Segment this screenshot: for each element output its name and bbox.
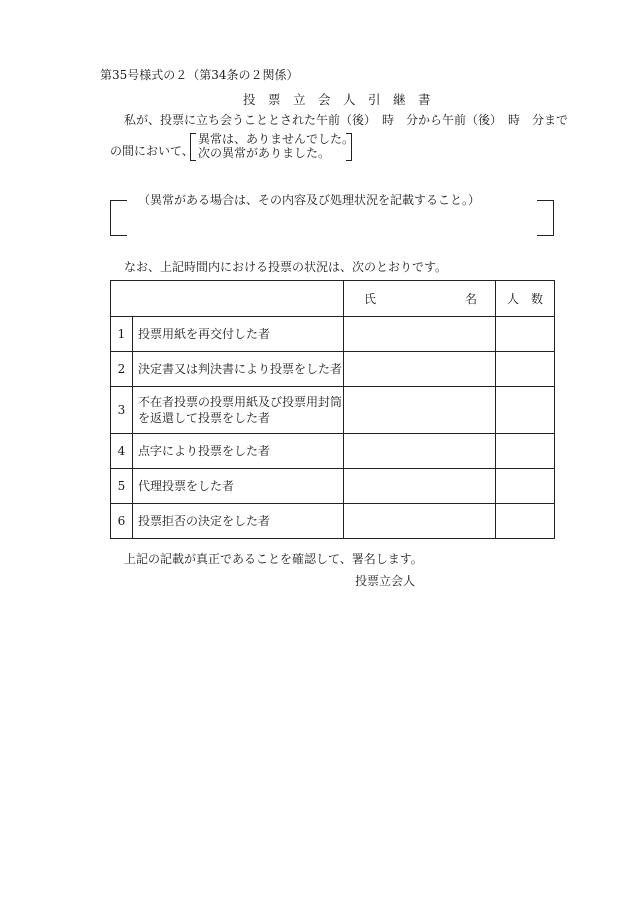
count-cell[interactable]: [496, 352, 555, 387]
intro-prefix: の間において、: [110, 144, 194, 158]
table-row: [111, 387, 555, 434]
name-cell[interactable]: [344, 504, 496, 539]
row-number: 3: [111, 387, 133, 434]
table-row: [111, 434, 555, 469]
row-number: 4: [111, 434, 133, 469]
name-cell[interactable]: [344, 317, 496, 352]
abnormal-note: （異常がある場合は、その内容及び処理状況を記載すること。）: [138, 193, 481, 207]
row-description: 代理投票をした者: [133, 469, 344, 504]
count-cell[interactable]: [496, 387, 555, 434]
table-row: [111, 317, 555, 352]
status-intro: なお、上記時間内における投票の状況は、次のとおりです。: [124, 260, 448, 274]
choice-bracket: [190, 132, 355, 160]
count-cell[interactable]: [496, 317, 555, 352]
header-blank: [111, 281, 344, 317]
header-count: 人 数: [496, 281, 555, 317]
table-row: [111, 469, 555, 504]
count-cell[interactable]: [496, 469, 555, 504]
confirm-text: 上記の記載が真正であることを確認して、署名します。: [124, 552, 423, 566]
header-name-first: 氏: [364, 292, 377, 306]
table-row: [111, 352, 555, 387]
row-description: 点字により投票をした者: [133, 434, 344, 469]
table-header-row: [111, 281, 555, 317]
signer-label: 投票立会人: [355, 574, 416, 588]
name-cell[interactable]: [344, 352, 496, 387]
choice-no-abnormality: 異常は、ありませんでした。: [198, 132, 355, 146]
choice-abnormality: 次の異常がありました。: [198, 146, 331, 160]
form-number: 第35号様式の２（第34条の２関係）: [100, 68, 299, 82]
row-number: 2: [111, 352, 133, 387]
voting-status-table: [110, 280, 555, 539]
row-number: 6: [111, 504, 133, 539]
row-number: 1: [111, 317, 133, 352]
name-cell[interactable]: [344, 387, 496, 434]
intro-line: 私が、投票に立ち会うこととされた午前（後） 時 分から午前（後） 時 分まで: [124, 113, 569, 127]
name-cell[interactable]: [344, 469, 496, 504]
row-description: 不在者投票の投票用紙及び投票用封筒を返還して投票をした者: [133, 387, 344, 434]
row-description: 投票拒否の決定をした者: [133, 504, 344, 539]
name-cell[interactable]: [344, 434, 496, 469]
count-cell[interactable]: [496, 434, 555, 469]
row-description: 決定書又は判決書により投票をした者: [133, 352, 344, 387]
abnormal-detail-box: [110, 193, 554, 236]
header-name: [344, 281, 496, 317]
table-row: [111, 504, 555, 539]
page-title: 投 票 立 会 人 引 継 書: [243, 92, 431, 107]
count-cell[interactable]: [496, 504, 555, 539]
row-number: 5: [111, 469, 133, 504]
header-name-last: 名: [464, 292, 477, 306]
row-description: 投票用紙を再交付した者: [133, 317, 344, 352]
